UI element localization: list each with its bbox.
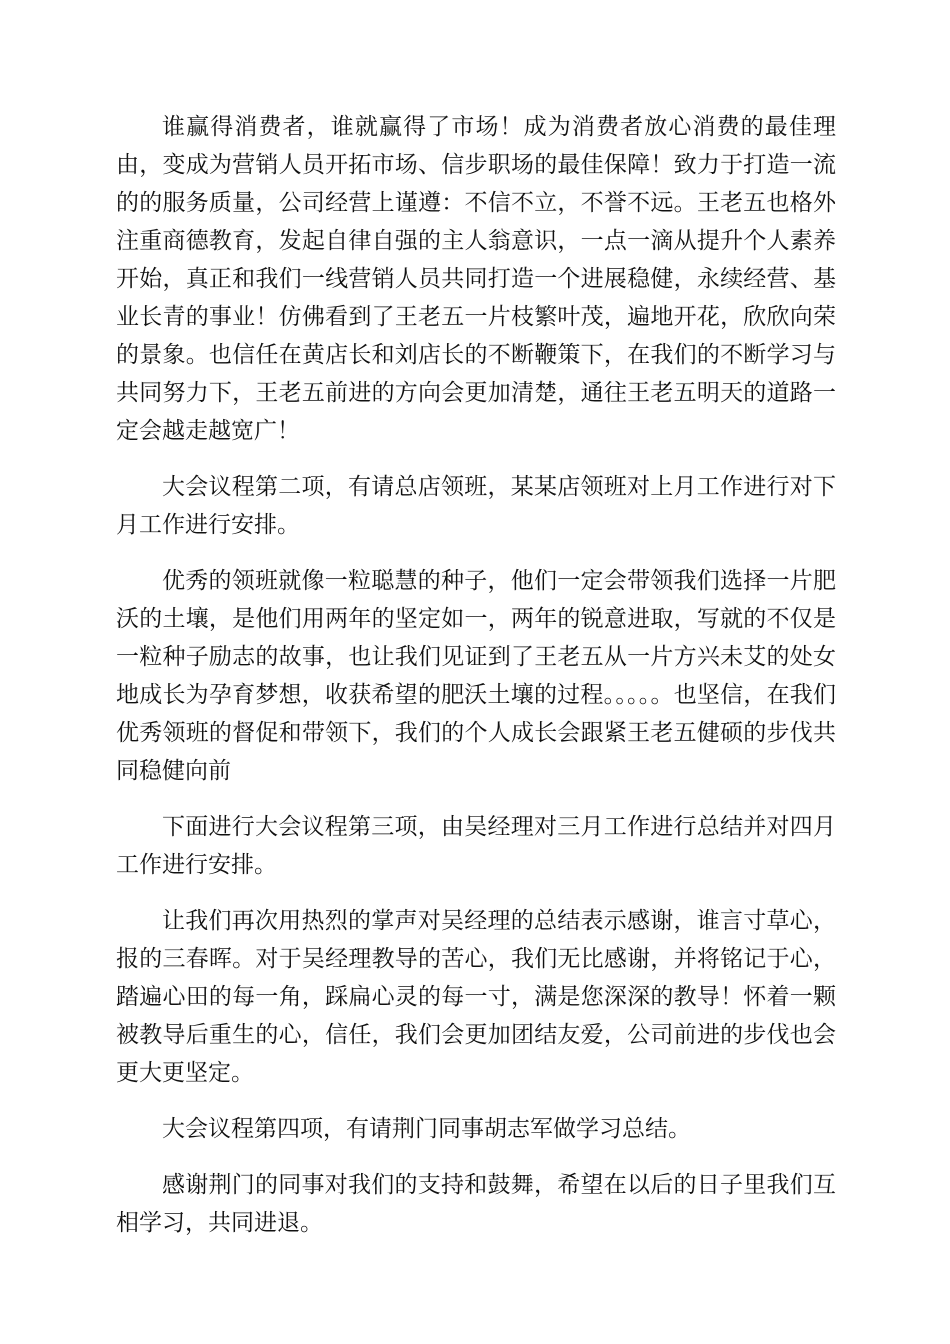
paragraph-market-and-service: 谁赢得消费者，谁就赢得了市场！成为消费者放心消费的最佳理由，变成为营销人员开拓市场、信步职场的最佳保障！致力于打造一流的的服务质量，公司经营上谨遵：不信不立，不誉不远。王老五也格外注重商德教育，发起自律自强的主人翁意识，一点一滴从提升个人素养开始，真正和我们一线营销人员共同打造一个进展稳健，永续经营、基业长青的事业！仿佛看到了王老五一片枝繁叶茂，遍地开花，欣欣向荣的景象。也信任在黄店长和刘店长的不断鞭策下，在我们的不断学习与共同努力下，王老五前进的方向会更加清楚，通往王老五明天的道路一定会越走越宽广！ bbox=[116, 114, 836, 444]
paragraph-thanks-jingmen-colleagues: 感谢荆门的同事对我们的支持和鼓舞，希望在以后的日子里我们互相学习，共同进退。 bbox=[116, 1172, 836, 1236]
paragraph-agenda-item-three: 下面进行大会议程第三项，由吴经理对三月工作进行总结并对四月工作进行安排。 bbox=[116, 814, 836, 878]
paragraph-thanks-manager-wu: 让我们再次用热烈的掌声对吴经理的总结表示感谢，谁言寸草心，报的三春晖。对于吴经理教导的苦心，我们无比感谢，并将铭记于心，踏遍心田的每一角，踩扁心灵的每一寸，满是您深深的教导！怀着一颗被教导后重生的心，信任，我们会更加团结友爱，公司前进的步伐也会更大更坚定。 bbox=[116, 908, 836, 1086]
paragraph-agenda-item-two: 大会议程第二项，有请总店领班，某某店领班对上月工作进行对下月工作进行安排。 bbox=[116, 474, 836, 538]
paragraph-excellent-supervisors: 优秀的领班就像一粒聪慧的种子，他们一定会带领我们选择一片肥沃的土壤，是他们用两年的坚定如一，两年的锐意进取，写就的不仅是一粒种子励志的故事，也让我们见证到了王老五从一片方兴未艾的处女地成长为孕育梦想，收获希望的肥沃土壤的过程。。。。。也坚信，在我们优秀领班的督促和带领下，我们的个人成长会跟紧王老五健硕的步伐共同稳健向前 bbox=[116, 568, 836, 784]
document-body bbox=[116, 108, 836, 1242]
paragraph-agenda-item-four: 大会议程第四项，有请荆门同事胡志军做学习总结。 bbox=[162, 1116, 691, 1142]
